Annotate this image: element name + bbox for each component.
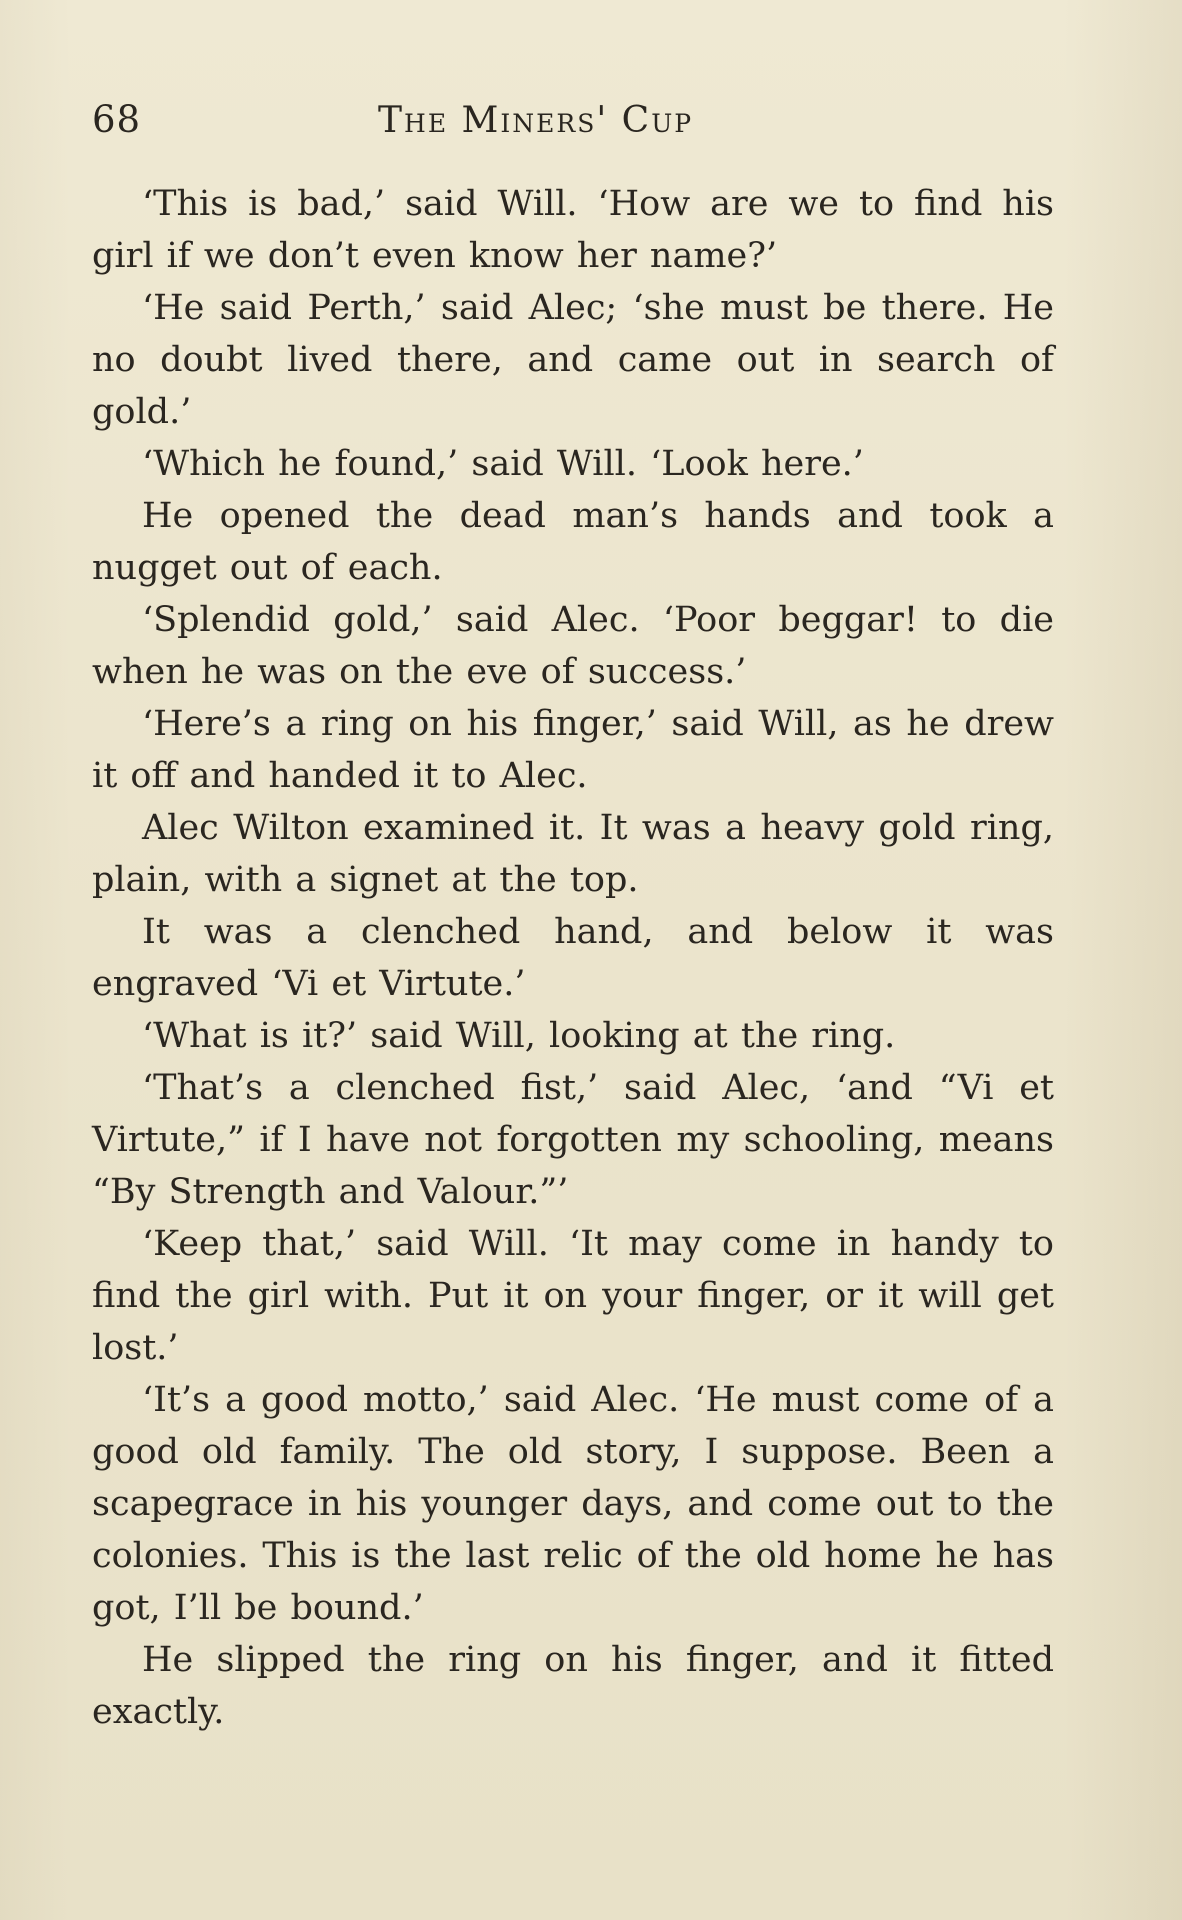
paragraph: ‘That’s a clenched fist,’ said Alec, ‘and “Vi et Virtute,” if I have not forgotten my schooling, means “By Strength and Valour.”’ [92, 1068, 1054, 1212]
paragraph: ‘What is it?’ said Will, looking at the ring. [142, 1016, 896, 1056]
paragraph: ‘Splendid gold,’ said Alec. ‘Poor beggar! to die when he was on the eve of success.’ [92, 600, 1054, 692]
paragraph: ‘Here’s a ring on his finger,’ said Will, as he drew it off and handed it to Alec. [92, 704, 1054, 796]
paragraph: He slipped the ring on his finger, and it fitted exactly. [92, 1640, 1054, 1732]
paragraph: ‘This is bad,’ said Will. ‘How are we to find his girl if we don’t even know her name?’ [92, 184, 1054, 276]
paragraph: Alec Wilton examined it. It was a heavy gold ring, plain, with a signet at the top. [92, 808, 1054, 900]
body-text [92, 178, 1054, 1738]
paragraph: ‘He said Perth,’ said Alec; ‘she must be there. He no doubt lived there, and came out in search of gold.’ [92, 288, 1054, 432]
paragraph: He opened the dead man’s hands and took a nugget out of each. [92, 496, 1054, 588]
paragraph: ‘Keep that,’ said Will. ‘It may come in handy to find the girl with. Put it on your finger, or it will get lost.’ [92, 1224, 1054, 1368]
paragraph: ‘Which he found,’ said Will. ‘Look here.’ [142, 444, 864, 484]
page-number: 68 [92, 98, 142, 141]
running-head: The Miners' Cup [378, 100, 694, 141]
paragraph: It was a clenched hand, and below it was engraved ‘Vi et Virtute.’ [92, 912, 1054, 1004]
paragraph: ‘It’s a good motto,’ said Alec. ‘He must come of a good old family. The old story, I suppose. Been a scapegrace in his younger days, and come out to the colonies. This is the last relic of the old home he has got, I’ll be bound.’ [92, 1380, 1054, 1628]
page-header [92, 98, 1062, 158]
